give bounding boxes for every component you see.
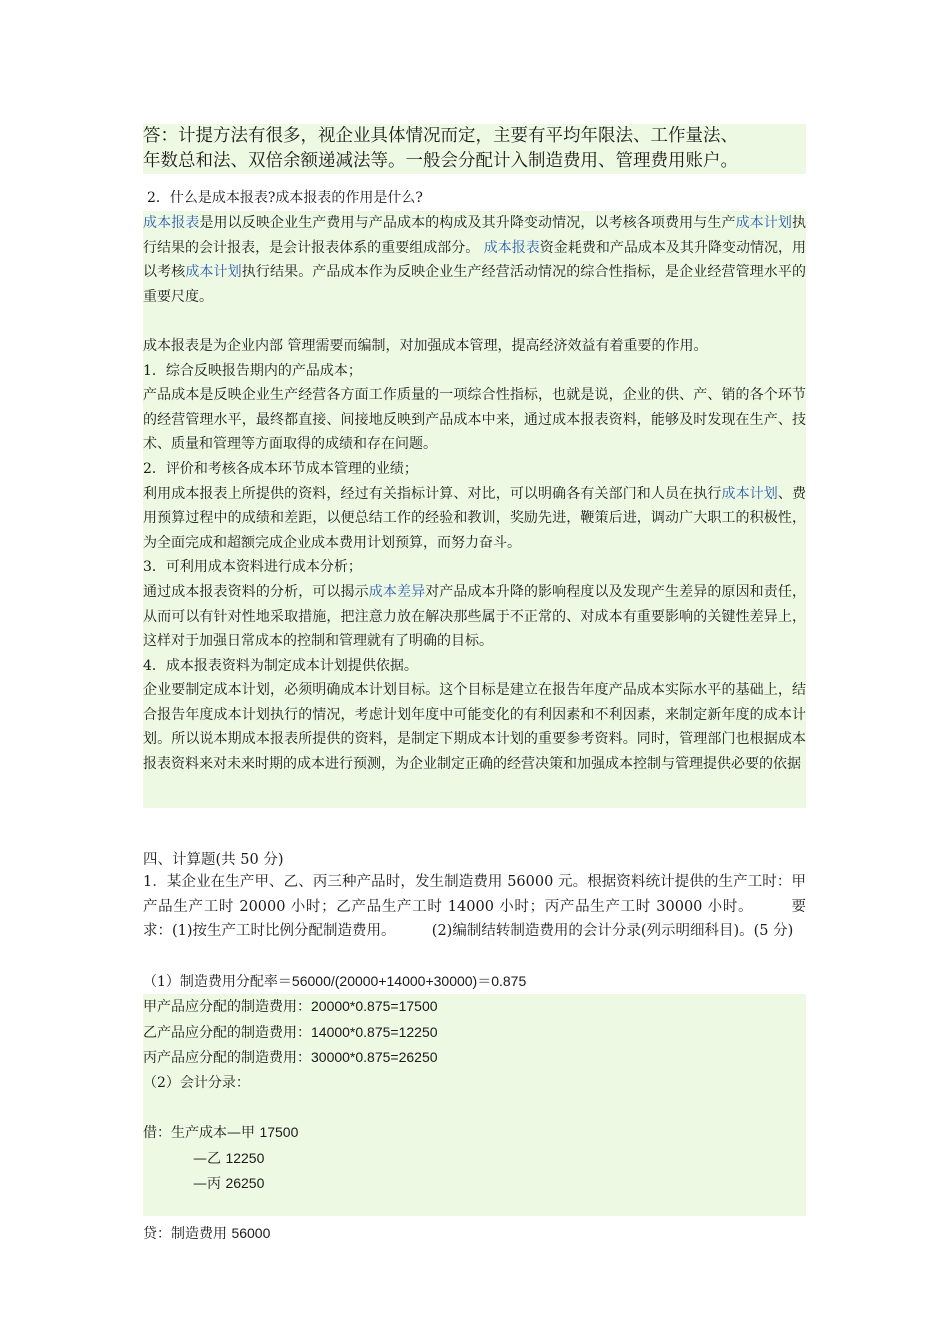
- alloc-label: 乙产品应分配的制造费用：: [143, 1024, 311, 1041]
- alloc-label: 甲产品应分配的制造费用：: [143, 999, 311, 1015]
- debit-line-2: [143, 1146, 806, 1172]
- calc-rate-label: （1）制造费用分配率＝: [143, 974, 292, 990]
- alloc-label: 丙产品应分配的制造费用：: [143, 1050, 311, 1067]
- answer-paragraph: [143, 124, 806, 174]
- item-1-body: 产品成本是反映企业生产经营各方面工作质量的一项综合性指标，也就是说，企业的供、产、销的各个环节的经营管理水平，最终都直接、间接地反映到产品成本中来，通过成本报表资料，能够及时发现在生产、技术、质量和管理等方面取得的成绩和存在问题。: [143, 387, 806, 453]
- text-span: 执行结果的会计报表，是会计报表体系的重要组成部分。: [143, 215, 807, 256]
- debit-value: 26250: [225, 1175, 265, 1192]
- alloc-row: [143, 1020, 806, 1046]
- link-cost-report-2[interactable]: 成本报表: [483, 239, 540, 256]
- calc-rate-value: 56000/(20000+14000+30000)＝0.875: [291, 973, 527, 989]
- calc-rate-line: [143, 969, 806, 994]
- text-span: 通过成本报表资料的分析，可以揭示: [143, 583, 369, 600]
- debit-value: 17500: [259, 1123, 299, 1140]
- section-4-title: 四、计算题(共 50 分): [143, 852, 284, 868]
- debit-line-3: [143, 1171, 806, 1197]
- item-4-title: 4．成本报表资料为制定成本计划提供依据。: [143, 657, 418, 674]
- item-3-body: [143, 580, 806, 654]
- spacer: [143, 1095, 806, 1120]
- spacer: [143, 1197, 806, 1222]
- link-cost-variance[interactable]: 成本差异: [368, 583, 426, 600]
- debit-line: [143, 1120, 806, 1146]
- link-cost-plan[interactable]: 成本计划: [735, 215, 793, 231]
- item-3-title: 3．可利用成本资料进行成本分析；: [143, 559, 362, 576]
- credit-line: [143, 1221, 806, 1247]
- calc-question-1: 1．某企业在生产甲、乙、丙三种产品时，发生制造费用 56000 元。根据资料统计提供的生产工时：甲产品生产工时 20000 小时；乙产品生产工时 14000 小时；丙产品生产工时 30000 小时。 要求：(1)按生产工时比例分配制造费用。 (2)编制结转制造费用的会计分录(列示明细科目)。(5 分): [143, 874, 806, 940]
- item-4-body: 企业要制定成本计划，必须明确成本计划目标。这个目标是建立在报告年度产品成本实际水平的基础上，结合报告年度成本计划执行的情况，考虑计划年度中可能变化的有利因素和不利因素，来制定新年度的成本计划。所以说本期成本报表所提供的资料，是制定下期成本计划的重要参考资料。同时，管理部门也根据成本报表资料来对未来时期的成本进行预测，为企业制定正确的经营决策和加强成本控制与管理提供必要的依据: [143, 682, 806, 773]
- link-cost-plan-2[interactable]: 成本计划: [185, 264, 242, 281]
- item-2-body: [143, 482, 806, 556]
- alloc-value: 30000*0.875=26250: [311, 1049, 438, 1066]
- text-span: 是用以反映企业生产费用与产品成本的构成及其升降变动情况，以考核各项费用与生产: [199, 215, 736, 231]
- answer-line-1: 答：计提方法有很多，视企业具体情况而定，主要有平均年限法、工作量法、: [143, 126, 738, 146]
- question-2-answer: [143, 211, 806, 808]
- alloc-value: 14000*0.875=12250: [311, 1023, 438, 1040]
- link-cost-report[interactable]: 成本报表: [143, 215, 200, 231]
- link-cost-plan-3[interactable]: 成本计划: [721, 485, 778, 502]
- alloc-row: [143, 1045, 806, 1071]
- para-role: 成本报表是为企业内部 管理需要而编制，对加强成本管理，提高经济效益有着重要的作用。: [143, 337, 708, 354]
- question-2-title: 2．什么是成本报表?成本报表的作用是什么?: [147, 190, 423, 206]
- debit-label: 借：生产成本—甲: [143, 1124, 260, 1141]
- credit-value: 56000: [231, 1225, 271, 1242]
- debit-label: —丙: [193, 1176, 226, 1193]
- credit-label: 贷：制造费用: [143, 1226, 232, 1243]
- entry-title: （2）会计分录：: [143, 1074, 250, 1091]
- alloc-row: [143, 994, 806, 1020]
- text-span: 利用成本报表上所提供的资料，经过有关指标计算、对比，可以明确各有关部门和人员在执行: [143, 485, 722, 502]
- text-span: 对产品成本升降的影响程度以及发现产生差异的原因和责任，从而可以有针对性地采取措施，把注意力放在解决那些属于不正常的、对成本有重要影响的关键性差异上，这样对于加强日常成本的控制和管理就有了明确的目标。: [143, 583, 807, 650]
- text-span: 执行结果。产品成本作为反映企业生产经营活动情况的综合性指标，是企业经营管理水平的重要尺度。: [143, 264, 807, 305]
- text-span: 、费用预算过程中的成绩和差距，以便总结工作的经验和教训，奖励先进，鞭策后进，调动广大职工的积极性，为全面完成和超额完成企业成本费用计划预算，而努力奋斗。: [143, 485, 807, 551]
- spacer: [143, 309, 806, 334]
- debit-label: —乙: [193, 1150, 226, 1167]
- item-1-title: 1．综合反映报告期内的产品成本；: [143, 362, 362, 379]
- para-definition: [143, 211, 806, 309]
- answer-line-2: 年数总和法、双倍余额递减法等。一般会分配计入制造费用、管理费用账户。: [143, 151, 738, 171]
- alloc-value: 20000*0.875=17500: [311, 998, 438, 1014]
- text-span: 资金耗费和产品成本及其升降变动情况，用以考核: [143, 239, 807, 281]
- debit-value: 12250: [225, 1149, 265, 1166]
- calc-solution: [143, 994, 806, 1243]
- item-2-title: 2．评价和考核各成本环节成本管理的业绩；: [143, 460, 418, 477]
